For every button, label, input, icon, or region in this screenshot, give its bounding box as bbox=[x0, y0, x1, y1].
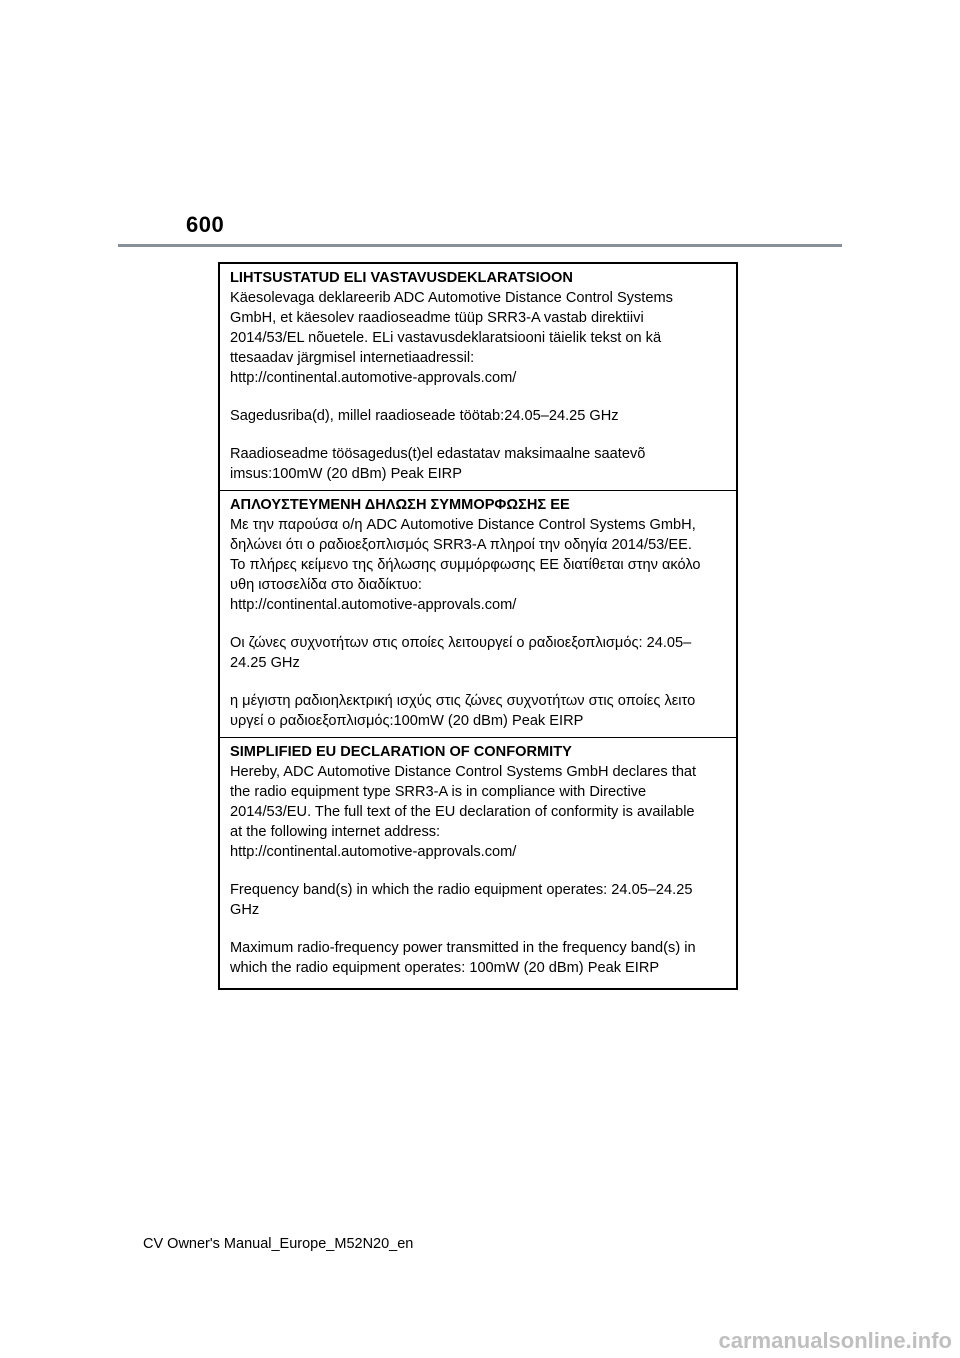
declaration-line: Käesolevaga deklareerib ADC Automotive Distance Control Systems bbox=[230, 290, 673, 306]
declaration-line: υθη ιστοσελίδα στο διαδίκτυο: bbox=[230, 577, 422, 593]
frequency-band-line: Οι ζώνες συχνοτήτων στις οποίες λειτουργεί ο ραδιοεξοπλισμός: 24.05– bbox=[230, 635, 692, 651]
spacer bbox=[230, 426, 726, 444]
declaration-url: http://continental.automotive-approvals.com/ bbox=[230, 597, 517, 613]
declaration-line: GmbH, et käesolev raadioseadme tüüp SRR3-A vastab direktiivi bbox=[230, 310, 644, 326]
page-number: 600 bbox=[186, 212, 225, 237]
max-power-line: υργεί ο ραδιοεξοπλισμός:100mW (20 dBm) Peak EIRP bbox=[230, 713, 584, 729]
header-rule bbox=[118, 244, 842, 247]
max-power-line: Maximum radio-frequency power transmitted in the frequency band(s) in bbox=[230, 940, 696, 956]
declaration-line: 2014/53/EU. The full text of the EU declaration of conformity is available bbox=[230, 804, 695, 820]
max-power-line: Raadioseadme töösagedus(t)el edastatav maksimaalne saatevõ bbox=[230, 446, 646, 462]
declaration-line: Με την παρούσα ο/η ADC Automotive Distance Control Systems GmbH, bbox=[230, 517, 696, 533]
spacer bbox=[230, 615, 726, 633]
max-power-line: which the radio equipment operates: 100mW (20 dBm) Peak EIRP bbox=[230, 960, 660, 976]
declaration-url: http://continental.automotive-approvals.com/ bbox=[230, 370, 517, 386]
frequency-band-line: GHz bbox=[230, 902, 260, 918]
frequency-band-line: 24.25 GHz bbox=[230, 655, 300, 671]
declaration-line: 2014/53/EL nõuetele. ELi vastavusdeklaratsiooni täielik tekst on kä bbox=[230, 330, 662, 346]
declaration-url: http://continental.automotive-approvals.com/ bbox=[230, 844, 517, 860]
section-heading: LIHTSUSTATUD ELI VASTAVUSDEKLARATSIOON bbox=[230, 270, 573, 286]
spacer bbox=[230, 862, 726, 880]
section-heading: SIMPLIFIED EU DECLARATION OF CONFORMITY bbox=[230, 744, 572, 760]
declaration-line: the radio equipment type SRR3-A is in compliance with Directive bbox=[230, 784, 647, 800]
declaration-section-greek bbox=[220, 491, 736, 738]
declaration-line: Hereby, ADC Automotive Distance Control Systems GmbH declares that bbox=[230, 764, 697, 780]
declaration-section-estonian bbox=[220, 264, 736, 491]
section-heading: ΑΠΛΟΥΣΤΕΥΜΕΝΗ ΔΗΛΩΣΗ ΣΥΜΜΟΡΦΩΣΗΣ ΕΕ bbox=[230, 497, 570, 513]
max-power-line: imsus:100mW (20 dBm) Peak EIRP bbox=[230, 466, 462, 482]
frequency-band-line: Sagedusriba(d), millel raadioseade töötab:24.05–24.25 GHz bbox=[230, 408, 619, 424]
declaration-line: δηλώνει ότι ο ραδιοεξοπλισμός SRR3-A πληροί την οδηγία 2014/53/ΕΕ. bbox=[230, 537, 692, 553]
frequency-band-line: Frequency band(s) in which the radio equipment operates: 24.05–24.25 bbox=[230, 882, 693, 898]
spacer bbox=[230, 920, 726, 938]
declaration-line: at the following internet address: bbox=[230, 824, 441, 840]
page-footer: CV Owner's Manual_Europe_M52N20_en bbox=[143, 1236, 414, 1252]
declaration-line: Το πλήρες κείμενο της δήλωσης συμμόρφωσης ΕΕ διατίθεται στην ακόλο bbox=[230, 557, 701, 573]
spacer bbox=[230, 388, 726, 406]
declaration-section-english bbox=[220, 738, 736, 988]
spacer bbox=[230, 673, 726, 691]
declaration-table bbox=[218, 262, 738, 990]
watermark: carmanualsonline.info bbox=[718, 1328, 952, 1353]
max-power-line: η μέγιστη ραδιοηλεκτρική ισχύς στις ζώνες συχνοτήτων στις οποίες λειτο bbox=[230, 693, 696, 709]
declaration-line: ttesaadav järgmisel internetiaadressil: bbox=[230, 350, 475, 366]
